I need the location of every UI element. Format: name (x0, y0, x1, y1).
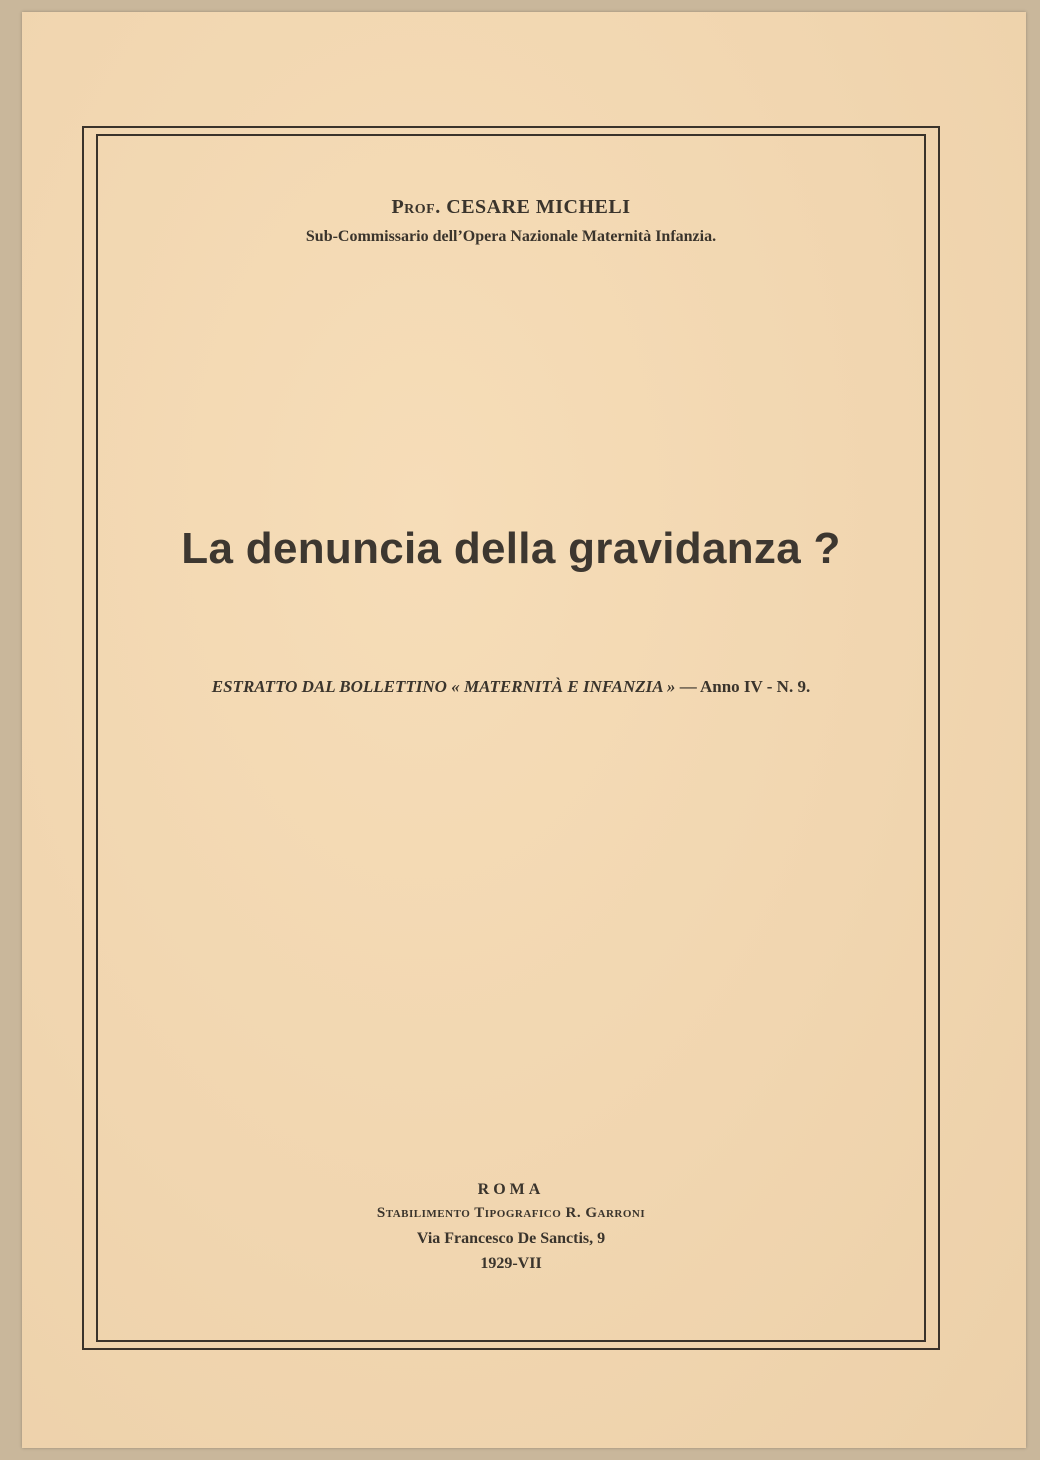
imprint-year: 1929-VII (480, 1255, 542, 1272)
author-name: CESARE MICHELI (446, 196, 631, 218)
cover-content (96, 134, 926, 1342)
booklet-cover (22, 12, 1026, 1448)
author-prefix: Prof. (391, 196, 441, 218)
imprint-printer: Stabilimento Tipografico R. Garroni (376, 1205, 646, 1221)
document-title: La denuncia della gravidanza ? (181, 524, 841, 573)
extract-line (96, 677, 926, 697)
author-role: Sub-Commissario dell’Opera Nazionale Maternità Infanzia. (305, 228, 717, 245)
extract-label: ESTRATTO DAL BOLLETTINO (211, 677, 447, 696)
author-line (96, 196, 926, 219)
issue-number: — Anno IV - N. 9. (679, 677, 811, 696)
bulletin-name: « MATERNITÀ E INFANZIA » (451, 677, 676, 696)
imprint-address: Via Francesco De Sanctis, 9 (416, 1230, 606, 1247)
imprint-city: ROMA (477, 1181, 545, 1198)
